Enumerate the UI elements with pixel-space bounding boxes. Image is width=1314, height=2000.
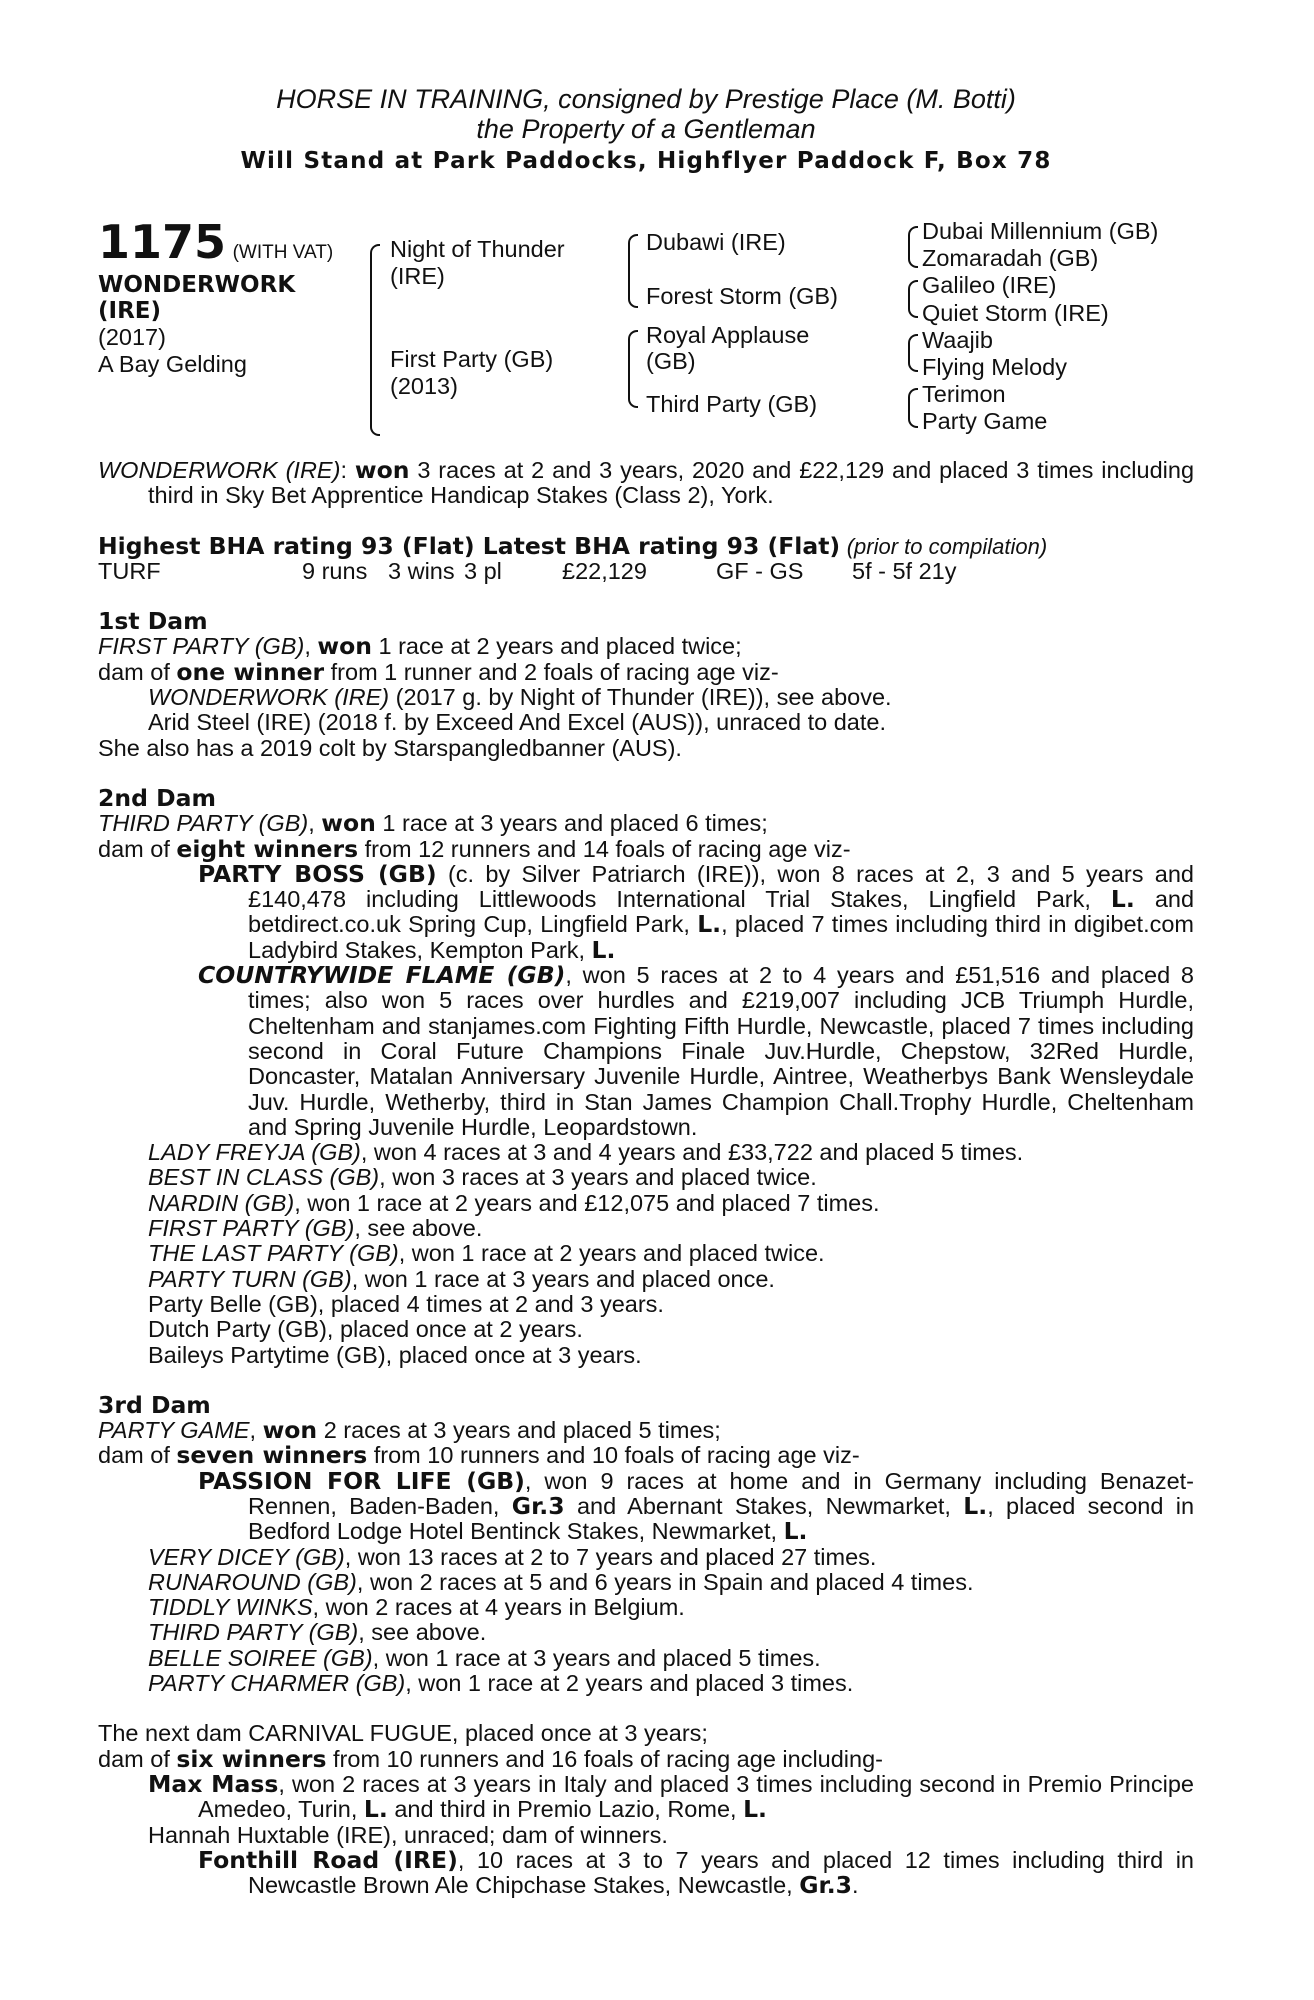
- pedigree-bracket: [628, 330, 638, 408]
- sire: [390, 236, 565, 290]
- listed-label: L.: [743, 1795, 767, 1824]
- produce-text: (2017 g. by Night of Thunder (IRE)), see above.: [395, 684, 892, 711]
- lot-info: [98, 215, 334, 378]
- produce-text: from 12 runners and 14 foals of racing age viz-: [364, 835, 851, 862]
- rating-section: [98, 531, 1194, 585]
- produce-name: THIRD PARTY (GB): [148, 1619, 359, 1646]
- produce-name: TIDDLY WINKS: [148, 1594, 313, 1621]
- produce-text: and betdirect.co.uk Spring Cup, Lingfield Park,: [248, 886, 1195, 938]
- produce-list: [98, 1140, 1194, 1368]
- listed-label: L.: [697, 910, 722, 939]
- winners-count: seven winners: [176, 1441, 368, 1470]
- produce-text: from 10 runners and 16 foals of racing age including-: [333, 1745, 883, 1772]
- pedigree-bracket: [908, 280, 918, 318]
- sire-origin: (IRE): [390, 263, 445, 289]
- section-heading: 2nd Dam: [98, 783, 216, 812]
- listed-label: L.: [1110, 885, 1135, 914]
- wins: 3 wins: [388, 557, 455, 584]
- produce-line: [98, 1744, 1194, 1773]
- rating-line: [98, 531, 1194, 560]
- produce-entry: [98, 859, 1195, 964]
- listed-label: L.: [591, 935, 616, 964]
- produce-text: , won 2 races at 4 years in Belgium.: [312, 1594, 685, 1621]
- catalogue-page: [98, 84, 1194, 1898]
- ancestor: Galileo (IRE): [922, 272, 1057, 299]
- produce-name: FIRST PARTY (GB): [148, 1215, 355, 1242]
- ancestor: Zomaradah (GB): [922, 245, 1099, 272]
- going: GF - GS: [716, 557, 804, 584]
- dam-sire-origin: (GB): [646, 348, 696, 374]
- produce-name: RUNAROUND (GB): [148, 1568, 357, 1595]
- produce-entry: [148, 1570, 1194, 1595]
- produce-text: , won 2 races at 3 years in Italy and placed 3 times including second in Premio Principe Amedeo, Turin,: [198, 1770, 1194, 1823]
- produce-name: PARTY TURN (GB): [148, 1265, 352, 1292]
- produce-text: , won 1 race at 2 years and placed twice.: [398, 1240, 825, 1267]
- earnings: £22,129: [562, 557, 647, 584]
- distance: 5f - 5f 21y: [852, 557, 957, 584]
- winners-count: one winner: [176, 657, 325, 686]
- produce-text: , won 1 race at 2 years and £12,075 and placed 7 times.: [294, 1189, 880, 1216]
- produce-name: BEST IN CLASS (GB): [148, 1164, 380, 1191]
- produce-text: , see above.: [358, 1619, 487, 1646]
- produce-entry: Party Belle (GB), placed 4 times at 2 and 3 years.: [148, 1290, 664, 1317]
- stand-location: Will Stand at Park Paddocks, Highflyer Paddock F, Box 78: [240, 148, 1052, 174]
- dam-of-label: dam of: [98, 1442, 170, 1469]
- produce-text: , won 13 races at 2 to 7 years and placed 27 times.: [344, 1543, 877, 1570]
- group-label: Gr.3: [799, 1871, 853, 1900]
- produce-entry: Dutch Party (GB), placed once at 2 years.: [148, 1316, 583, 1343]
- produce-name: PARTY BOSS (GB): [198, 859, 437, 888]
- won-label: won: [321, 809, 376, 838]
- second-dam-section: [98, 783, 1195, 1368]
- produce-name: PARTY CHARMER (GB): [148, 1670, 406, 1697]
- bha-rating: Highest BHA rating 93 (Flat) Latest BHA rating 93 (Flat): [98, 531, 841, 560]
- produce-text: and third in Premio Lazio, Rome,: [394, 1796, 737, 1823]
- pedigree-bracket: [628, 234, 638, 308]
- ancestor: Waajib: [922, 326, 993, 353]
- third-dam-section: [98, 1390, 1195, 1697]
- dam-name: THIRD PARTY (GB): [98, 810, 309, 837]
- produce-entry: [148, 1216, 1194, 1241]
- ancestor: Terimon: [922, 381, 1006, 408]
- third-generation: [922, 218, 1158, 436]
- dam: [390, 346, 553, 400]
- produce-entry: [148, 1545, 1194, 1570]
- produce-text: from 1 runner and 2 foals of racing age viz-: [330, 658, 779, 685]
- ancestor: Party Game: [922, 408, 1048, 435]
- produce-entry: [148, 1241, 1194, 1266]
- section-heading: 1st Dam: [98, 607, 208, 636]
- produce-entry: [148, 1140, 1194, 1165]
- won-label: won: [317, 632, 372, 661]
- summary-horse-name: WONDERWORK (IRE): [98, 457, 341, 483]
- pedigree-bracket: [370, 244, 380, 436]
- dam-of-label: dam of: [98, 1745, 170, 1772]
- listed-label: L.: [363, 1795, 388, 1824]
- first-dam-section: [98, 609, 1194, 761]
- page-header: [98, 84, 1194, 178]
- produce-entry: [98, 1769, 1194, 1824]
- winners-count: six winners: [176, 1744, 327, 1773]
- foaling-year: (2017): [98, 324, 166, 350]
- dam-of-label: dam of: [98, 835, 170, 862]
- produce-entry: [148, 1646, 1194, 1671]
- produce-text: from 10 runners and 10 foals of racing age viz-: [373, 1442, 860, 1469]
- produce-text: , won 1 race at 3 years and placed 5 times.: [372, 1644, 821, 1671]
- owner-line: the Property of a Gentleman: [476, 114, 816, 144]
- produce-entry: [148, 1191, 1194, 1216]
- produce-line: [98, 834, 1194, 863]
- places: 3 pl: [464, 557, 502, 584]
- produce-entry: [98, 1845, 1194, 1900]
- runs: 9 runs: [302, 557, 368, 584]
- won-label: won: [262, 1416, 318, 1445]
- produce-text: , won 4 races at 3 and 4 years and £33,722 and placed 5 times.: [360, 1139, 1024, 1166]
- produce-name: BELLE SOIREE (GB): [148, 1644, 373, 1671]
- winners-count: eight winners: [176, 834, 359, 863]
- produce-text: (c. by Silver Patriarch (IRE)), won 8 races at 2, 3 and 5 years and £140,478 including Littlewoods International Trial Stakes, Lingfield Park,: [248, 860, 1194, 913]
- won-label: won: [354, 456, 410, 484]
- produce-text: , placed 7 times including third in digibet.com Ladybird Stakes, Kempton Park,: [248, 911, 1195, 963]
- group-label: Gr.3: [511, 1491, 565, 1520]
- dam-name: First Party (GB): [390, 346, 554, 372]
- horse-name: WONDERWORK: [98, 272, 296, 298]
- produce-entry: [148, 1267, 1194, 1292]
- dam-line: FIRST PARTY (GB), won 1 race at 2 years and placed twice;: [98, 632, 742, 661]
- race-record: [98, 559, 1194, 584]
- produce-name: THE LAST PARTY (GB): [148, 1240, 399, 1267]
- sire-name: Night of Thunder: [390, 236, 565, 262]
- consignor-line: HORSE IN TRAINING, consigned by Prestige Place (M. Botti): [276, 84, 1016, 114]
- horse-description: A Bay Gelding: [98, 351, 247, 377]
- dam-dam: Third Party (GB): [646, 391, 818, 417]
- pedigree-block: [98, 215, 1194, 448]
- produce-entry: [98, 963, 1194, 1140]
- summary-text: 3 races at 2 and 3 years, 2020 and £22,129 and placed 3 times including third in Sky Bet Apprentice Handicap Stakes (Class 2), York.: [148, 457, 1195, 509]
- produce-line: [98, 657, 1194, 686]
- dam-of-label: dam of: [98, 658, 170, 685]
- vat-label: (WITH VAT): [232, 242, 334, 263]
- produce-line: [98, 1443, 1194, 1468]
- dam-year: (2013): [390, 373, 458, 399]
- produce-name: NARDIN (GB): [148, 1189, 295, 1216]
- produce-name: COUNTRYWIDE FLAME (GB): [198, 961, 566, 990]
- produce-name: LADY FREYJA (GB): [148, 1139, 361, 1166]
- produce-text: , won 2 races at 5 and 6 years in Spain and placed 4 times.: [356, 1568, 974, 1595]
- produce-entry: [148, 1595, 1194, 1620]
- produce-text: , won 1 race at 3 years and placed once.: [351, 1265, 775, 1292]
- pedigree-bracket: [908, 388, 918, 428]
- ancestor: Quiet Storm (IRE): [922, 299, 1109, 326]
- produce-entry: [148, 1165, 1194, 1190]
- produce-entry: [148, 1620, 1194, 1645]
- produce-name: PASSION FOR LIFE (GB): [198, 1466, 525, 1495]
- punctuation: .: [852, 1872, 859, 1899]
- produce-entry: [98, 1466, 1195, 1546]
- extra-note: She also has a 2019 colt by Starspangledbanner (AUS).: [98, 734, 682, 761]
- dam-sire: [646, 322, 809, 374]
- produce-name: Max Mass: [148, 1769, 279, 1798]
- dam-line: PARTY GAME, won 2 races at 3 years and placed 5 times;: [98, 1416, 721, 1445]
- produce-text: , placed second in Bedford Lodge Hotel Bentinck Stakes, Newmarket,: [248, 1492, 1195, 1545]
- produce-text: , won 9 races at home and in Germany including Benazet-Rennen, Baden-Baden,: [248, 1467, 1194, 1519]
- produce-text: , won 1 race at 2 years and placed 3 times.: [405, 1670, 854, 1697]
- produce-name: WONDERWORK (IRE): [148, 684, 390, 711]
- produce-text: and Abernant Stakes, Newmarket,: [576, 1492, 951, 1519]
- listed-label: L.: [963, 1491, 988, 1520]
- section-heading: 3rd Dam: [98, 1390, 211, 1419]
- ancestor: Dubai Millennium (GB): [922, 218, 1159, 244]
- produce-name: Fonthill Road (IRE): [198, 1845, 458, 1874]
- produce-entry: [98, 685, 1194, 710]
- rating-note: (prior to compilation): [846, 533, 1048, 559]
- produce-entry: Baileys Partytime (GB), placed once at 3 years.: [148, 1341, 642, 1368]
- produce-list: [98, 1545, 1194, 1697]
- sire-sire: Dubawi (IRE): [646, 229, 786, 255]
- dam-line: The next dam CARNIVAL FUGUE, placed once at 3 years;: [98, 1720, 708, 1747]
- produce-text: , see above.: [354, 1215, 483, 1242]
- sire-dam: Forest Storm (GB): [646, 283, 838, 309]
- next-dam-section: [98, 1721, 1194, 1898]
- horse-suffix: (IRE): [98, 298, 162, 324]
- produce-entry: [148, 1671, 1194, 1696]
- produce-entry: Arid Steel (IRE) (2018 f. by Exceed And Excel (AUS)), unraced to date.: [148, 709, 886, 736]
- dam-record: 2 races at 3 years and placed 5 times;: [323, 1417, 721, 1444]
- dam-name: FIRST PARTY (GB): [98, 633, 305, 660]
- produce-name: VERY DICEY (GB): [148, 1543, 345, 1570]
- dam-record: 1 race at 2 years and placed twice;: [378, 633, 742, 660]
- surface: TURF: [98, 557, 161, 584]
- produce-text: , 10 races at 3 to 7 years and placed 12 times including third in Newcastle Brown Ale Chipchase Stakes, Newcastle,: [248, 1846, 1194, 1899]
- listed-label: L.: [783, 1517, 808, 1546]
- dam-record: 1 race at 3 years and placed 6 times;: [382, 810, 768, 837]
- lot-number: 1175: [98, 215, 227, 269]
- produce-text: , won 3 races at 3 years and placed twice.: [379, 1164, 817, 1191]
- dam-sire-name: Royal Applause: [646, 322, 810, 348]
- ancestor: Flying Melody: [922, 354, 1067, 381]
- produce-text: , won 5 races at 2 to 4 years and £51,516 and placed 8 times; also won 5 races over hurdles and £219,007 including JCB Triumph Hurdle, Cheltenham and stanjames.com Fighting Fifth Hurdle, Newcastle, placed 7 times including second in Coral Future Champions Finale Juv.Hurdle, Chepstow, 32Red Hurdle, Doncaster, Matalan Anniversary Juvenile Hurdle, Aintree, Weatherbys Bank Wensleydale Juv. Hurdle, Wetherby, third in Stan James Champion Chall.Trophy Hurdle, Cheltenham and Spring Juvenile Hurdle, Leopardstown.: [248, 962, 1194, 1140]
- dam-name: PARTY GAME: [98, 1417, 250, 1444]
- horse-summary: WONDERWORK (IRE): won 3 races at 2 and 3 years, 2020 and £22,129 and placed 3 times including third in Sky Bet Apprentice Handicap Stakes (Class 2), York.: [98, 456, 1195, 509]
- pedigree-bracket: [908, 334, 918, 372]
- dam-line: THIRD PARTY (GB), won 1 race at 3 years and placed 6 times;: [98, 809, 768, 838]
- pedigree-bracket: [908, 226, 918, 268]
- produce-entry: Hannah Huxtable (IRE), unraced; dam of winners.: [148, 1821, 668, 1848]
